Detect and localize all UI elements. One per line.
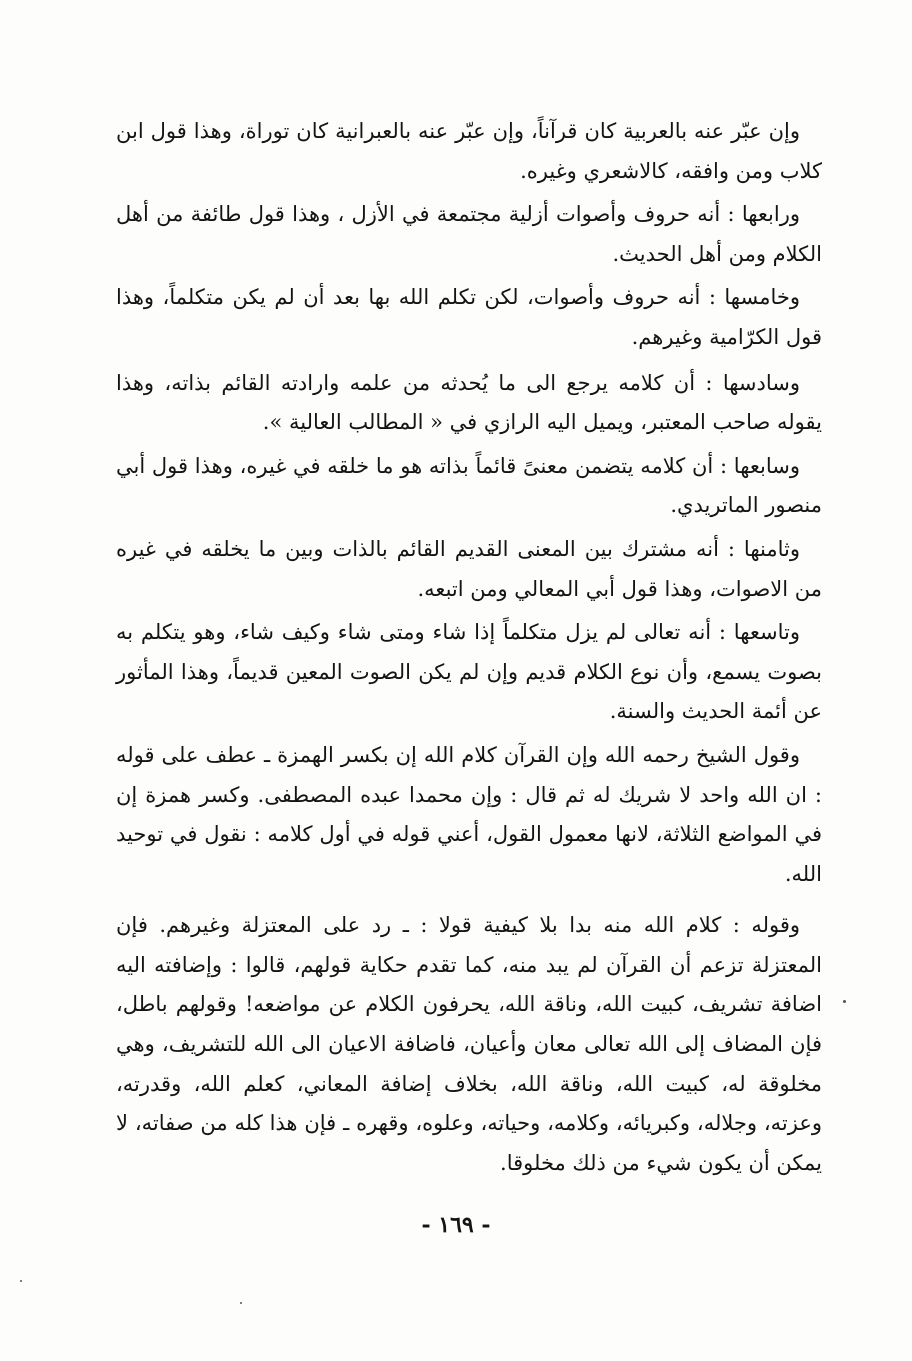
paragraph-8: وقول الشيخ رحمه الله وإن القرآن كلام الله إن بكسر الهمزة ـ عطف على قوله : ان الله واحد لا شريك له ثم قال : وإن محمدا عبده المصطفى. وكسر همزة إن في المواضع الثلاثة، لانها معمول القول، أعني قوله في أول كلامه : نقول في توحيد الله. <box>116 742 822 886</box>
paragraph-2: ورابعها : أنه حروف وأصوات أزلية مجتمعة في الأزل ، وهذا قول طائفة من أهل الكلام ومن أهل الحديث. <box>116 202 822 266</box>
paragraph-7: وتاسعها : أنه تعالى لم يزل متكلماً إذا شاء ومتى شاء وكيف شاء، وهو يتكلم به بصوت يسمع، وأن نوع الكلام قديم وإن لم يكن الصوت المعين قديماً، وهذا المأثور عن أئمة الحديث والسنة. <box>116 620 822 724</box>
paragraph-5: وسابعها : أن كلامه يتضمن معنىً قائماً بذاته هو ما خلقه في غيره، وهذا قول أبي منصور الماتريدي. <box>116 453 822 518</box>
scan-speck <box>240 1302 242 1304</box>
scan-speck <box>843 1000 846 1003</box>
page-number: - ١٦٩ - <box>421 1212 491 1238</box>
paragraph-3: وخامسها : أنه حروف وأصوات، لكن تكلم الله بها بعد أن لم يكن متكلماً، وهذا قول الكرّامية وغيرهم. <box>116 285 822 349</box>
paragraph-9: وقوله : كلام الله منه بدا بلا كيفية قولا : ـ رد على المعتزلة وغيرهم. فإن المعتزلة تزعم أن القرآن لم يبد منه، كما تقدم حكاية قولهم، قالوا : وإضافته اليه اضافة تشريف، كبيت الله، وناقة الله، يحرفون الكلام عن مواضعه! وقولهم باطل، فإن المضاف إلى الله تعالى معان وأعيان، فاضافة الاعيان الى الله للتشريف، وهي مخلوقة له، كبيت الله، وناقة الله، بخلاف إضافة المعاني، كعلم الله، وقدرته، وعزته، وجلاله، وكبريائه، وكلامه، وحياته، وعلوه، وقهره ـ فإن هذا كله من صفاته، لا يمكن أن يكون شيء من ذلك مخلوقا. <box>116 913 822 1175</box>
paragraph-4: وسادسها : أن كلامه يرجع الى ما يُحدثه من علمه وارادته القائم بذاته، وهذا يقوله صاحب المعتبر، ويميل اليه الرازي في « المطالب العالية ». <box>116 370 822 435</box>
paragraph-6: وثامنها : أنه مشترك بين المعنى القديم القائم بالذات وبين ما يخلقه في غيره من الاصوات، وهذا قول أبي المعالي ومن اتبعه. <box>116 536 822 601</box>
page-body <box>116 112 822 1183</box>
scan-speck <box>20 1280 22 1282</box>
paragraph-1: وإن عبّر عنه بالعربية كان قرآناً، وإن عبّر عنه بالعبرانية كان توراة، وهذا قول ابن كلاب ومن وافقه، كالاشعري وغيره. <box>116 119 822 183</box>
